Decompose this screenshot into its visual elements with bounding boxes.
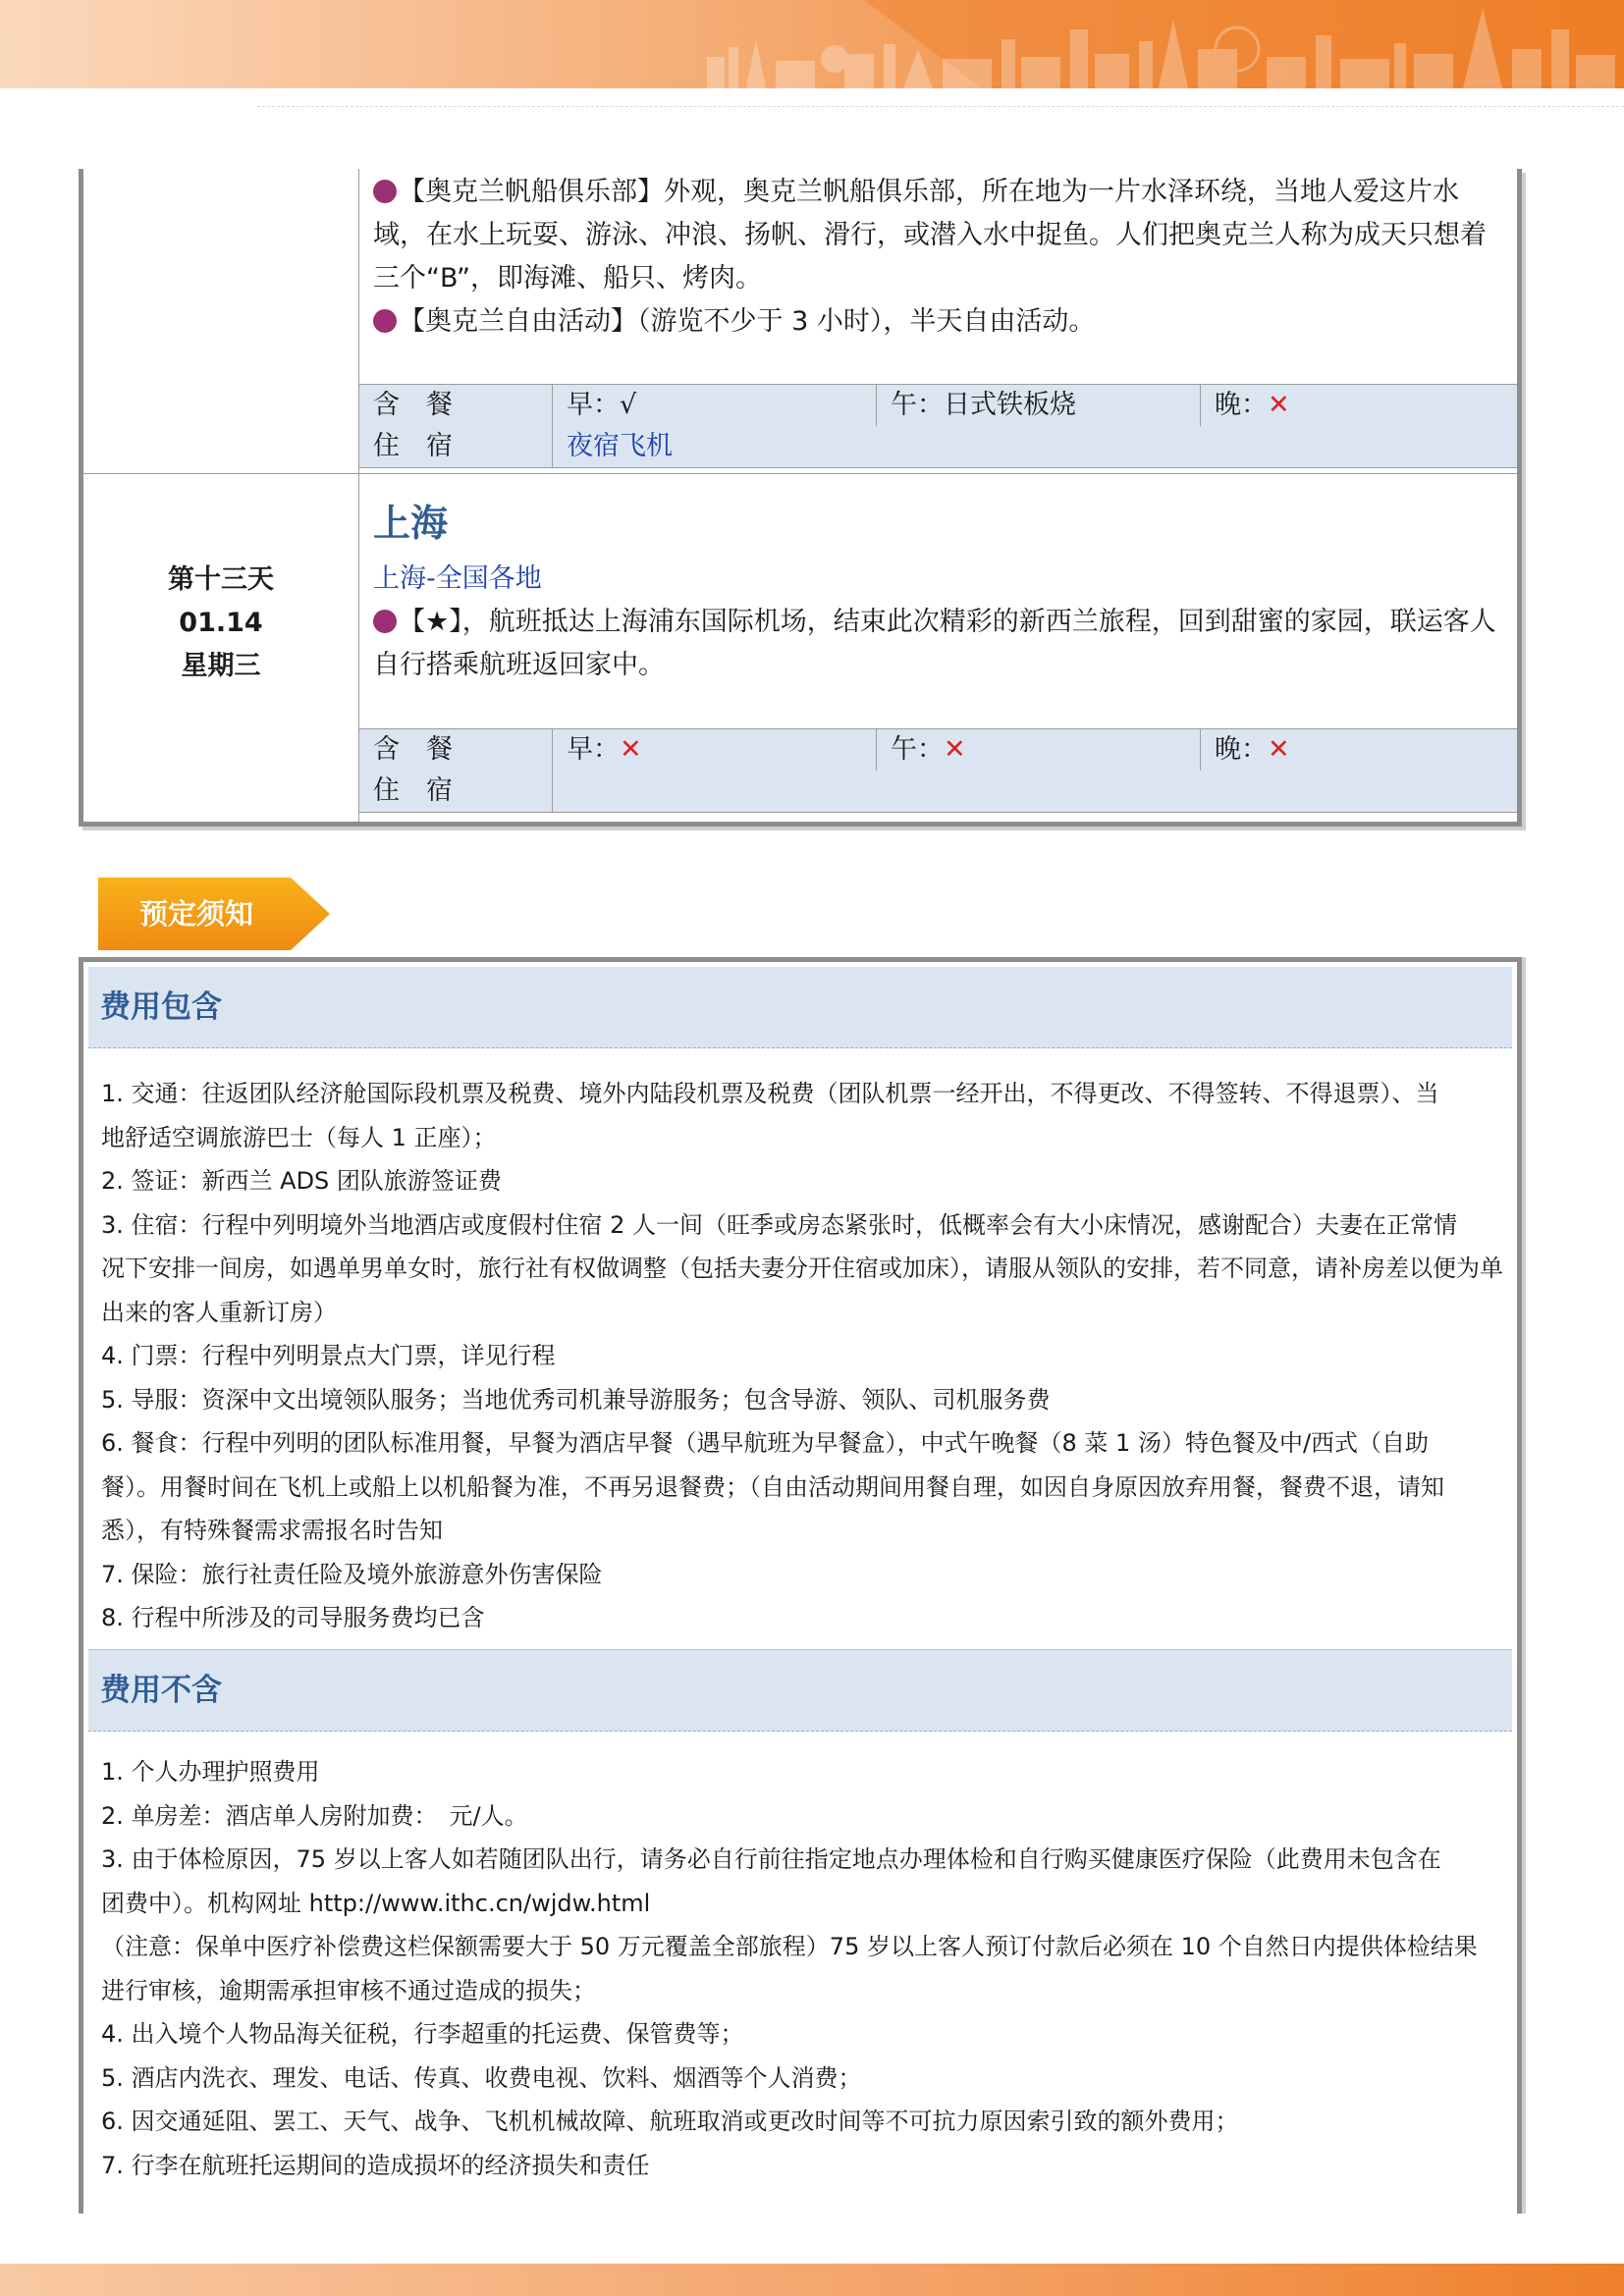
skyline-decoration xyxy=(0,0,1624,88)
booking-notes xyxy=(79,957,1522,2214)
excluded-header xyxy=(88,1650,1512,1732)
stay-value xyxy=(552,771,1517,812)
list-item: 悉），有特殊餐需求需报名时告知 xyxy=(101,1517,443,1544)
list-item: 出来的客人重新订房） xyxy=(101,1298,337,1326)
list-item: 3. 住宿：行程中列明境外当地酒店或度假村住宿 2 人一间（旺季或房态紧张时，低概率会有大小床情况，感谢配合）夫妻在正常情 xyxy=(101,1210,1458,1239)
cross-icon: ✕ xyxy=(620,734,642,765)
city-title: 上海 xyxy=(373,502,449,545)
meals-label: 含 餐 xyxy=(373,734,453,765)
activity-paragraph: 【奥克兰帆船俱乐部】外观，奥克兰帆船俱乐部，所在地为一片水泽环绕，当地人爱这片水域，在水上玩耍、游泳、冲浪、扬帆、滑行，或潜入水中捉鱼。人们把奥克兰人称为成天只想着三个“B”，即海滩、船只、烤肉。 xyxy=(373,177,1487,294)
list-item: 8. 行程中所涉及的司导服务费均已含 xyxy=(101,1604,485,1631)
dinner-cell: 晚：✕ xyxy=(1200,385,1517,426)
lunch-cell: 午：✕ xyxy=(876,729,1200,771)
day13-description: 【★】，航班抵达上海浦东国际机场，结束此次精彩的新西兰旅程，回到甜蜜的家园，联运客人自行搭乘航班返回家中。 xyxy=(373,607,1496,680)
list-item: 2. 签证：新西兰 ADS 团队旅游签证费 xyxy=(101,1167,502,1195)
bullet-dot-icon xyxy=(373,180,397,203)
stay-value: 夜宿飞机 xyxy=(552,426,1517,467)
meals-row xyxy=(359,728,1517,772)
cross-icon: ✕ xyxy=(944,734,966,765)
prev-day-description xyxy=(373,171,1507,344)
header-divider xyxy=(257,106,1624,107)
list-item: 4. 门票：行程中列明景点大门票，详见行程 xyxy=(101,1342,556,1369)
list-item: 7. 保险：旅行社责任险及境外旅游意外伤害保险 xyxy=(101,1560,603,1588)
list-item: 地舒适空调旅游巴士（每人 1 正座）； xyxy=(101,1123,497,1151)
list-item: 餐）。用餐时间在飞机上或船上以机船餐为准，不再另退餐费；（自由活动期间用餐自理，如因自身原因放弃用餐，餐费不退，请知 xyxy=(101,1472,1444,1501)
excluded-list xyxy=(101,1750,1503,2187)
list-item: 4. 出入境个人物品海关征税，行李超重的托运费、保管费等； xyxy=(101,2020,744,2048)
header-band xyxy=(0,0,1624,88)
route-text: 上海-全国各地 xyxy=(373,563,542,594)
stay-row xyxy=(359,771,1517,813)
stay-row xyxy=(359,426,1517,468)
day-number: 第十三天 xyxy=(168,564,274,595)
cross-icon: ✕ xyxy=(1268,734,1290,765)
column-divider xyxy=(358,169,359,822)
meals-label: 含 餐 xyxy=(373,390,453,420)
dinner-cell: 晚：✕ xyxy=(1200,729,1517,771)
booking-notice-tab xyxy=(98,878,330,950)
list-item: 团费中）。机构网址 http://www.ithc.cn/wjdw.html xyxy=(101,1889,651,1917)
list-item: 6. 餐食：行程中列明的团队标准用餐，早餐为酒店早餐（遇早航班为早餐盒），中式午晚餐（8 菜 1 汤）特色餐及中/西式（自助 xyxy=(101,1429,1430,1457)
list-item: 3. 由于体检原因，75 岁以上客人如若随团队出行，请务必自行前往指定地点办理体检和自行购买健康医疗保险（此费用未包含在 xyxy=(101,1845,1441,1873)
day-divider xyxy=(83,473,1517,474)
meals-row xyxy=(359,384,1517,427)
list-item: 1. 交通：往返团队经济舱国际段机票及税费、境外内陆段机票及税费（团队机票一经开出，不得更改、不得签转、不得退票）、当 xyxy=(101,1080,1439,1107)
stay-label: 住 宿 xyxy=(373,431,453,461)
footer-band xyxy=(0,2264,1624,2296)
cross-icon: ✕ xyxy=(1268,390,1290,420)
breakfast-cell: 早：√ xyxy=(552,385,876,426)
excluded-title: 费用不含 xyxy=(100,1673,222,1708)
list-item: 6. 因交通延阻、罢工、天气、战争、飞机机械故障、航班取消或更改时间等不可抗力原因索引致的额外费用； xyxy=(101,2108,1239,2135)
list-item: 况下安排一间房，如遇单男单女时，旅行社有权做调整（包括夫妻分开住宿或加床），请服从领队的安排，若不同意，请补房差以便为单 xyxy=(101,1255,1503,1282)
bullet-dot-icon xyxy=(373,309,397,333)
list-item: （注意：保单中医疗补偿费这栏保额需要大于 50 万元覆盖全部旅程）75 岁以上客人预订付款后必须在 10 个自然日内提供体检结果 xyxy=(101,1933,1478,1960)
activity-paragraph: 【奥克兰自由活动】（游览不少于 3 小时），半天自由活动。 xyxy=(373,300,1507,344)
day-weekday: 星期三 xyxy=(181,651,261,681)
day-date: 01.14 xyxy=(179,608,263,638)
breakfast-cell: 早：✕ xyxy=(552,729,876,771)
lunch-cell: 午：日式铁板烧 xyxy=(876,385,1200,426)
included-header xyxy=(88,967,1512,1048)
list-item: 5. 酒店内洗衣、理发、电话、传真、收费电视、饮料、烟酒等个人消费； xyxy=(101,2063,862,2092)
stay-label: 住 宿 xyxy=(373,775,453,806)
list-item: 5. 导服：资深中文出境领队服务；当地优秀司机兼导游服务；包含导游、领队、司机服务费 xyxy=(101,1385,1051,1414)
list-item: 7. 行李在航班托运期间的造成损坏的经济损失和责任 xyxy=(101,2151,650,2179)
bullet-dot-icon xyxy=(373,610,397,633)
notice-tab-label: 预定须知 xyxy=(138,897,253,931)
included-title: 费用包含 xyxy=(100,989,222,1025)
itinerary-table xyxy=(79,169,1522,827)
list-item: 2. 单房差：酒店单人房附加费： 元/人。 xyxy=(101,1801,528,1830)
included-list xyxy=(101,1072,1503,1640)
list-item: 进行审核，逾期需承担审核不通过造成的损失； xyxy=(101,1976,596,2004)
list-item: 1. 个人办理护照费用 xyxy=(101,1758,320,1786)
